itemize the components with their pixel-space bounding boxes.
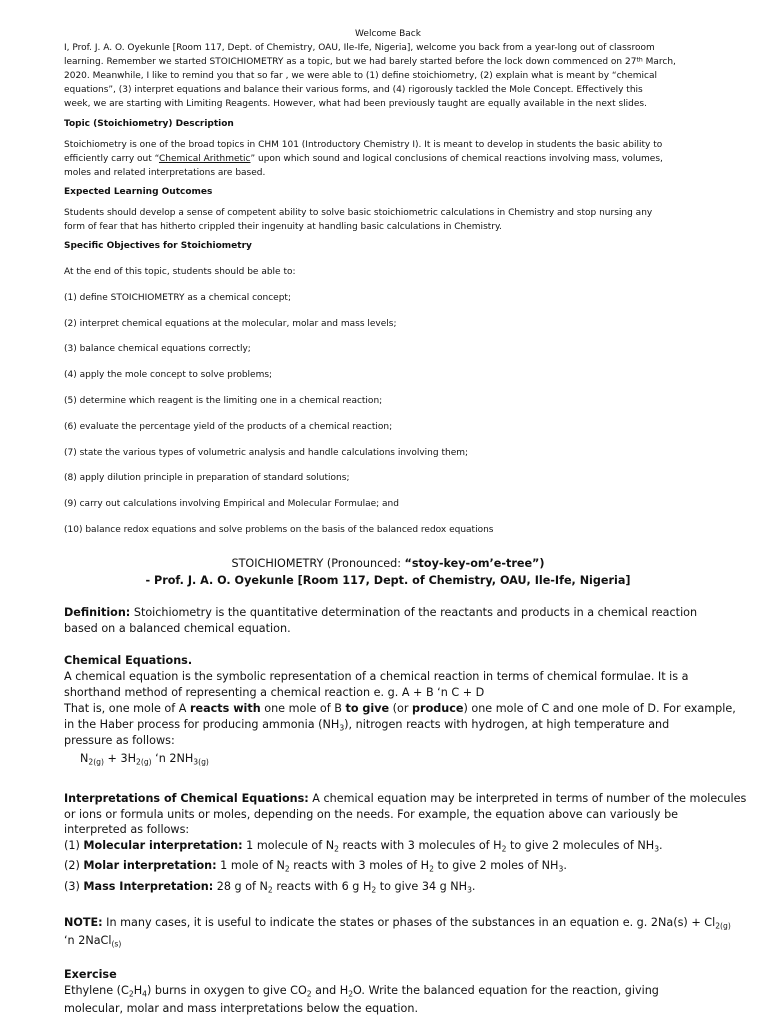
stoichiometry-title: STOICHIOMETRY (Pronounced: “stoy-key-om’e-tree”) — [231, 557, 545, 570]
note-line: ‘n 2NaCl$_{(s)}$ — [64, 934, 122, 949]
equations-text-line: pressure as follows: — [64, 734, 175, 747]
objective-item: (8) apply dilution principle in preparation of standard solutions; — [64, 473, 350, 483]
exercise-heading: Exercise — [64, 968, 117, 981]
objective-item: (9) carry out calculations involving Empirical and Molecular Formulae; and — [64, 499, 399, 509]
outcomes-text-line: form of fear that has hitherto crippled their ingenuity at handling basic calculations in Chemistry. — [64, 222, 502, 232]
equations-text-line: A chemical equation is the symbolic representation of a chemical reaction in terms of chemical formulae. It is a — [64, 670, 689, 683]
objective-item: (7) state the various types of volumetric analysis and handle calculations involving them; — [64, 448, 469, 458]
topic-text-line: moles and related interpretations are based. — [64, 168, 266, 178]
equations-text-line: That is, one mole of A reacts with one mole of B to give (or produce) one mole of C and one mole of D. For example, — [64, 702, 736, 715]
welcome-text-line: equations”, (3) interpret equations and balance their various forms, and (4) rigorously tackled the Mole Concept. Effectively this — [64, 85, 643, 95]
welcome-text-line: week, we are starting with Limiting Reagents. However, what had been previously taught are equally available in the next slides. — [64, 99, 647, 109]
welcome-text-line: 2020. Meanwhile, I like to remind you that so far , we were able to (1) define stoichiometry, (2) explain what is meant by “chemical — [64, 71, 658, 81]
mass-interpretation: (3) Mass Interpretation: 28 g of $N_2$ reacts with 6 g $H_2$ to give 34 g $NH_3$. — [64, 880, 476, 895]
objective-item: (6) evaluate the percentage yield of the products of a chemical reaction; — [64, 422, 393, 432]
exercise-text-line: Ethylene $(C_2H_4)$ burns in oxygen to give $CO_2$ and $H_2O$. Write the balanced equation for the reaction, giving — [64, 984, 659, 999]
interpretations-line: or ions or formula units or moles, depending on the needs. For example, the equation above can variously be — [64, 808, 679, 821]
objective-item: (2) interpret chemical equations at the molecular, molar and mass levels; — [64, 319, 397, 329]
objectives-heading: Specific Objectives for Stoichiometry — [64, 241, 252, 251]
note-line: NOTE: In many cases, it is useful to indicate the states or phases of the substances in an equation e. g. $2Na(s) + Cl_{2(g)}$ — [64, 916, 731, 931]
welcome-text-line: I, Prof. J. A. O. Oyekunle [Room 117, Dept. of Chemistry, OAU, Ile-Ife, Nigeria], welcome you back from a year-long out of classroom — [64, 43, 655, 53]
outcomes-heading: Expected Learning Outcomes — [64, 187, 213, 197]
equations-heading: Chemical Equations. — [64, 654, 193, 667]
molar-interpretation: (2) Molar interpretation: 1 mole of $N_2$ reacts with 3 moles of $H_2$ to give 2 moles of $NH_3$. — [64, 859, 567, 874]
molecular-interpretation: (1) Molecular interpretation: 1 molecule of $N_2$ reacts with 3 molecules of $H_2$ to give 2 molecules of $NH_3$. — [64, 839, 663, 854]
author-line: - Prof. J. A. O. Oyekunle [Room 117, Dept. of Chemistry, OAU, Ile-Ife, Nigeria] — [145, 574, 631, 587]
haber-equation: $N_{2(g)} + 3H_{2(g)}$ ‘n $2NH_{3(g)}$ — [80, 752, 209, 767]
welcome-title: Welcome Back — [355, 29, 421, 39]
objective-item: (5) determine which reagent is the limiting one in a chemical reaction; — [64, 396, 383, 406]
equations-text-line: in the Haber process for producing ammonia $(NH_3)$, nitrogen reacts with hydrogen, at high temperature and — [64, 718, 670, 733]
topic-text-line: Stoichiometry is one of the broad topics in CHM 101 (Introductory Chemistry I). It is meant to develop in students the basic ability to — [64, 140, 663, 150]
topic-text-line: efficiently carry out “Chemical Arithmetic” upon which sound and logical conclusions of chemical reactions involving mass, volumes, — [64, 154, 663, 164]
chemical-arithmetic-text: Chemical Arithmetic — [158, 154, 251, 164]
equations-text-line: shorthand method of representing a chemical reaction e. g. A + B ‘n C + D — [64, 686, 485, 699]
welcome-text-line: learning. Remember we started STOICHIOMETRY as a topic, but we had barely started before the lock down commenced on 27th March, — [64, 56, 676, 67]
definition-line: based on a balanced chemical equation. — [64, 622, 291, 635]
interpretations-line: interpreted as follows: — [64, 823, 190, 836]
objective-item: (10) balance redox equations and solve problems on the basis of the balanced redox equations — [64, 525, 494, 535]
objective-item: (3) balance chemical equations correctly; — [64, 344, 251, 354]
objectives-intro: At the end of this topic, students should be able to: — [64, 267, 296, 277]
exercise-text-line: molecular, molar and mass interpretations below the equation. — [64, 1002, 419, 1015]
interpretations-line: Interpretations of Chemical Equations: A chemical equation may be interpreted in terms of number of the molecules — [64, 792, 747, 805]
outcomes-text-line: Students should develop a sense of competent ability to solve basic stoichiometric calculations in Chemistry and stop nursing any — [64, 208, 653, 218]
objective-item: (4) apply the mole concept to solve problems; — [64, 370, 273, 380]
topic-heading: Topic (Stoichiometry) Description — [64, 119, 234, 129]
objective-item: (1) define STOICHIOMETRY as a chemical concept; — [64, 293, 291, 303]
definition-line: Definition: Stoichiometry is the quantitative determination of the reactants and products in a chemical reaction — [64, 606, 698, 619]
